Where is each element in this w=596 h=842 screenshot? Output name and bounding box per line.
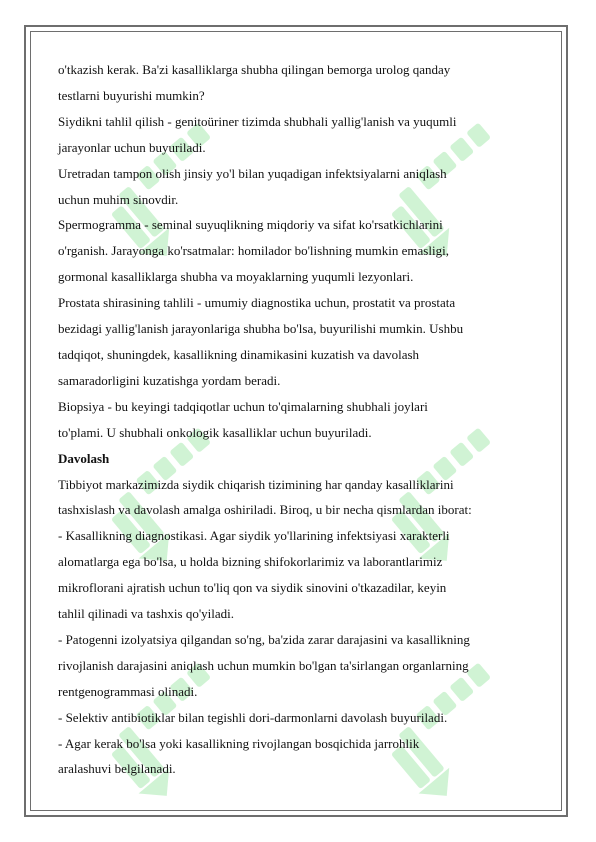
text-line: rivojlanish darajasini aniqlash uchun mumkin bo'lgan ta'sirlangan organlarning: [58, 657, 469, 673]
text-line: Uretradan tampon olish jinsiy yo'l bilan yuqadigan infektsiyalarni aniqlash: [58, 165, 447, 181]
text-line: Prostata shirasining tahlili - umumiy diagnostika uchun, prostatit va prostata: [58, 295, 456, 311]
text-line: Spermogramma - seminal suyuqlikning miqdoriy va sifat ko'rsatkichlarini: [58, 217, 443, 233]
text-line: o'tkazish kerak. Ba'zi kasalliklarga shubha qilingan bemorga urolog qanday: [58, 62, 451, 77]
text-line: - Agar kerak bo'lsa yoki kasallikning rivojlangan bosqichida jarrohlik: [58, 735, 420, 751]
text-line: Siydikni tahlil qilish - genitoüriner tizimda shubhali yallig'lanish va yuqumli: [58, 113, 457, 129]
text-line: Tibbiyot markazimizda siydik chiqarish tizimining har qanday kasalliklarini: [58, 476, 454, 492]
text-line: samaradorligini kuzatishga yordam beradi.: [58, 372, 281, 388]
text-line: jarayonlar uchun buyuriladi.: [58, 139, 206, 155]
text-line: aralashuvi belgilanadi.: [58, 761, 176, 777]
text-line: - Selektiv antibiotiklar bilan tegishli dori-darmonlarni davolash buyuriladi.: [58, 709, 448, 725]
text-line: to'plami. U shubhali onkologik kasalliklar uchun buyuriladi.: [58, 424, 372, 440]
text-line: - Patogenni izolyatsiya qilgandan so'ng, ba'zida zarar darajasini va kasallikning: [58, 631, 470, 647]
text-line: tahlil qilinadi va tashxis qo'yiladi.: [58, 606, 235, 622]
text-line: tadqiqot, shuningdek, kasallikning dinamikasini kuzatish va davolash: [58, 346, 420, 362]
text-line: mikroflorani ajratish uchun to'liq qon va siydik sinovini o'tkazadilar, keyin: [58, 580, 447, 596]
text-line: - Kasallikning diagnostikasi. Agar siydik yo'llarining infektsiyasi xarakterli: [58, 528, 450, 544]
text-line: gormonal kasalliklarga shubha va moyaklarning yuqumli lezyonlari.: [58, 269, 414, 285]
document-body: [58, 57, 540, 782]
text-line: o'rganish. Jarayonga ko'rsatmalar: homilador bo'lishning mumkin emasligi,: [58, 243, 449, 259]
text-line: uchun muhim sinovdir.: [58, 191, 179, 207]
text-line: rentgenogrammasi olinadi.: [58, 683, 198, 699]
text-line: testlarni buyurishi mumkin?: [58, 87, 205, 103]
text-line: tashxislash va davolash amalga oshiriladi. Biroq, u bir necha qismlardan iborat:: [58, 502, 472, 518]
section-heading: Davolash: [58, 450, 110, 466]
text-line: bezidagi yallig'lanish jarayonlariga shubha bo'lsa, buyurilishi mumkin. Ushbu: [58, 321, 464, 337]
text-line: alomatlarga ega bo'lsa, u holda bizning shifokorlarimiz va laborantlarimiz: [58, 554, 443, 570]
text-line: Biopsiya - bu keyingi tadqiqotlar uchun to'qimalarning shubhali joylari: [58, 398, 428, 414]
